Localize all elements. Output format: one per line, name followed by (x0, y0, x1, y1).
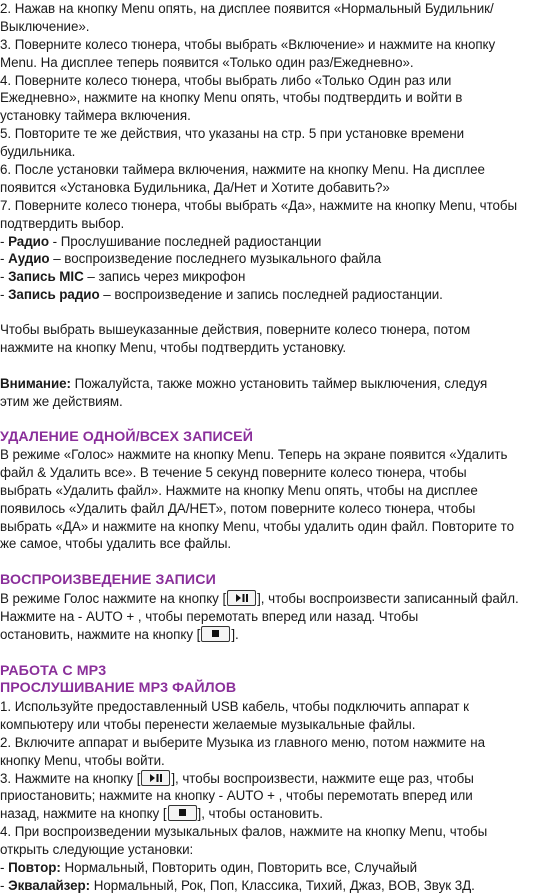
text-line: подтвердить выбор. (0, 215, 125, 231)
text-line: приостановить; нажмите на кнопку - AUTO + , чтобы перемотать вперед или (0, 788, 473, 804)
text-line (0, 375, 553, 393)
text-line: В режиме «Голос» нажмите на кнопку Menu. Теперь на экране появится «Удалить (0, 447, 508, 462)
option-record-radio (0, 286, 553, 304)
text-line: компьютеру или чтобы перенести желаемые музыкальные файлы. (0, 716, 416, 732)
option-record-mic (0, 268, 553, 286)
section-heading-mp3-listening: ПРОСЛУШИВАНИЕ MP3 ФАЙЛОВ (0, 680, 237, 696)
text-line: 3. Поверните колесо тюнера, чтобы выбрать «Включение» и нажмите на кнопку (0, 36, 496, 52)
play-pause-button-icon (227, 590, 256, 606)
text-line: появилось «Удалить файл ДА/НЕТ», потом поверните колесо тюнера, чтобы (0, 500, 476, 516)
stop-button-icon (168, 805, 197, 821)
option-dash: - (0, 269, 9, 285)
repeat-label: Повтор: (8, 860, 61, 876)
text-line (0, 590, 553, 608)
text-span: назад, нажмите на кнопку [ (0, 806, 167, 822)
text-span: ], чтобы воспроизвести записанный файл. (257, 591, 519, 606)
dash: - (0, 877, 9, 893)
text-line: будильника. (0, 144, 76, 160)
text-line: установку таймера включения. (0, 108, 191, 124)
text-line (0, 770, 553, 788)
text-line: нажмите на кнопку Menu, чтобы подтвердить установку. (0, 339, 347, 355)
timer-steps (0, 0, 553, 304)
mp3-paragraph (0, 698, 553, 895)
playback-paragraph (0, 590, 553, 644)
text-line: выбрать «ДА» и нажмите на кнопку Menu, чтобы удалить один файл. Повторите то (0, 518, 515, 534)
text-line: 5. Повторите те же действия, что указаны на стр. 5 при установке времени (0, 126, 465, 142)
equalizer-label: Эквалайзер: (8, 877, 91, 893)
play-pause-button-icon (141, 770, 170, 786)
text-line: 6. После установки таймера включения, нажмите на кнопку Menu. На дисплее (0, 162, 485, 178)
section-heading-mp3: РАБОТА С MP3 (0, 663, 107, 679)
text-line: файл & Удалить все». В течение 5 секунд поверните колесо тюнера, чтобы (0, 464, 467, 480)
option-dash: - (0, 233, 9, 249)
text-line: Ежедневно», нажмите на кнопку Menu опять, чтобы подтвердить и войти в (0, 90, 463, 106)
option-desc: - Прослушивание последней радиостанции (48, 233, 322, 249)
option-term: Аудио (8, 251, 50, 267)
repeat-setting (0, 859, 553, 877)
text-line (0, 805, 553, 823)
text-line: 1. Используйте предоставленный USB кабель, чтобы подключить аппарат к (0, 699, 469, 714)
attention-text: Пожалуйста, также можно установить таймер выключения, следуя (70, 376, 488, 391)
text-line: Нажмите на - AUTO + , чтобы перемотать вперед или назад. Чтобы (0, 608, 419, 624)
option-desc: – запись через микрофон (83, 269, 246, 285)
option-desc: – воспроизведение и запись последней радиостанции. (99, 287, 443, 303)
text-line: же самое, чтобы удалить все файлы. (0, 536, 232, 552)
text-span: ]. (231, 626, 239, 642)
option-desc: – воспроизведение последнего музыкального файла (49, 251, 382, 267)
text-span: 3. Нажмите на кнопку [ (0, 770, 141, 786)
text-line: выбрать «Удалить файл». Нажмите на кнопку Menu опять, чтобы на дисплее (0, 482, 478, 498)
text-line: этим же действиям. (0, 393, 123, 409)
delete-paragraph (0, 446, 553, 553)
text-line: 7. Поверните колесо тюнера, чтобы выбрать «Да», нажмите на кнопку Menu, чтобы (0, 197, 518, 213)
dash: - (0, 860, 9, 876)
text-line: 2. Включите аппарат и выберите Музыка из главного меню, потом нажмите на (0, 734, 485, 750)
equalizer-setting (0, 877, 553, 895)
text-span: В режиме Голос нажмите на кнопку [ (0, 591, 227, 606)
text-line: Чтобы выбрать вышеуказанные действия, поверните колесо тюнера, потом (0, 322, 471, 337)
text-span: остановить, нажмите на кнопку [ (0, 626, 201, 642)
section-heading-playback: ВОСПРОИЗВЕДЕНИЕ ЗАПИСИ (0, 572, 216, 588)
text-line: открыть следующие установки: (0, 842, 194, 858)
text-span: ], чтобы остановить. (197, 806, 323, 822)
option-term: Запись MIC (8, 269, 84, 285)
stop-button-icon (201, 626, 230, 642)
attention-label: Внимание: (0, 376, 71, 391)
text-line: появится «Установка Будильника, Да/Нет и Хотите добавить?» (0, 179, 390, 195)
section-heading-delete: УДАЛЕНИЕ ОДНОЙ/ВСЕХ ЗАПИСЕЙ (0, 429, 254, 445)
text-line: Выключение». (0, 18, 90, 34)
option-radio (0, 233, 553, 251)
text-line: Menu. На дисплее теперь появится «Только один раз/Ежедневно». (0, 54, 414, 70)
option-dash: - (0, 287, 9, 303)
attention-paragraph (0, 375, 553, 411)
option-term: Радио (8, 233, 49, 249)
option-audio (0, 250, 553, 268)
text-line: 4. Поверните колесо тюнера, чтобы выбрать либо «Только Один раз или (0, 72, 452, 88)
equalizer-values: Нормальный, Рок, Поп, Классика, Тихий, Джаз, BOB, Звук 3Д. (90, 877, 475, 893)
repeat-values: Нормальный, Повторить один, Повторить все, Случайый (60, 860, 418, 876)
text-line: кнопку Menu, чтобы войти. (0, 752, 165, 768)
text-line: 2. Нажав на кнопку Menu опять, на дисплее появится «Нормальный Будильник/ (0, 1, 494, 16)
text-line (0, 626, 553, 644)
option-term: Запись радио (8, 287, 100, 303)
select-paragraph (0, 321, 553, 357)
text-line: 4. При воспроизведении музыкальных фалов, нажмите на кнопку Menu, чтобы (0, 824, 488, 840)
option-dash: - (0, 251, 9, 267)
text-span: ], чтобы воспроизвести, нажмите еще раз, чтобы (171, 770, 474, 786)
